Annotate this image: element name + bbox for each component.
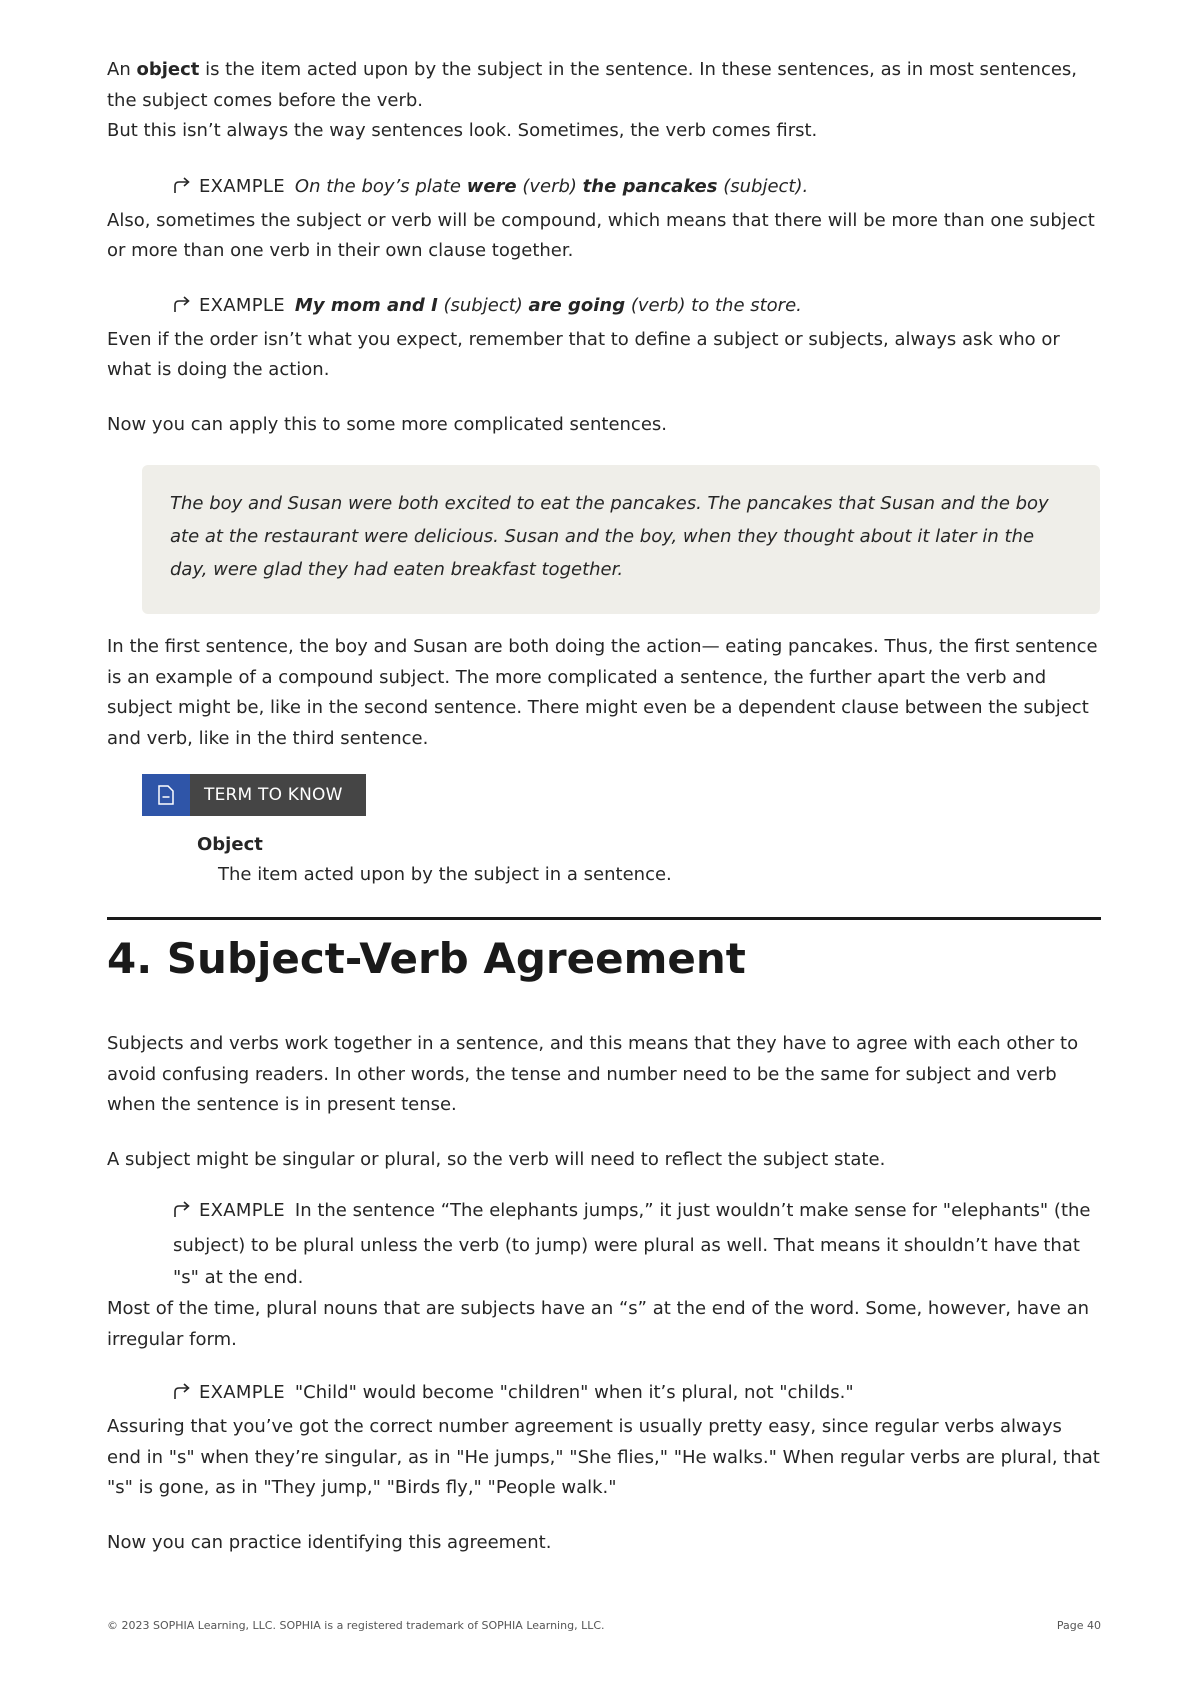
paragraph-number-agreement: Assuring that you’ve got the correct number agreement is usually pretty easy, since regular verbs always end in "s" when they’re singular, as in "He jumps," "She flies," "He walks." When regular verbs are plural, that "s" is gone, as in "They jump," "Birds fly," "People walk." (107, 1416, 1100, 1498)
page-number: Page 40 (1056, 1619, 1101, 1632)
arrow-icon (173, 293, 191, 325)
example-label: EXAMPLE (199, 1382, 285, 1403)
paragraph-explanation: In the first sentence, the boy and Susan are both doing the action— eating pancakes. Thus, the first sentence is an example of a compound subject. The more complicated a sentence, the further apart the verb and subject might be, like in the second sentence. There might even be a dependent clause between the subject and verb, like in the third sentence. (107, 636, 1098, 749)
paragraph-order: Even if the order isn’t what you expect, remember that to define a subject or subjects, always ask who or what is doing the action. (107, 328, 1060, 380)
term-name: Object (197, 834, 263, 855)
page-content (107, 55, 1101, 1558)
page-footer (107, 1619, 1101, 1632)
term-to-know-label: TERM TO KNOW (190, 774, 366, 816)
quote-box: The boy and Susan were both excited to eat the pancakes. The pancakes that Susan and the boy ate at the restaurant were delicious. Susan and the boy, when they thought about it later in the day, were glad they had eaten breakfast together. (142, 465, 1100, 614)
paragraph-practice: Now you can practice identifying this agreement. (107, 1531, 552, 1553)
example-label: EXAMPLE (199, 175, 285, 197)
section-divider (107, 917, 1101, 920)
paragraph-singular-plural: A subject might be singular or plural, so the verb will need to reflect the subject state. (107, 1148, 886, 1170)
arrow-icon (173, 1198, 191, 1230)
example-label: EXAMPLE (199, 294, 285, 316)
example-child: EXAMPLE "Child" would become "children" when it’s plural, not "childs." (173, 1377, 1101, 1412)
example-label: EXAMPLE (199, 1200, 285, 1221)
paragraph-plural-nouns: Most of the time, plural nouns that are subjects have an “s” at the end of the word. Some, however, have an irregular form. (107, 1298, 1090, 1350)
section-heading: 4. Subject-Verb Agreement (107, 934, 746, 983)
example-elephants: EXAMPLE In the sentence “The elephants jumps,” it just wouldn’t make sense for "elephants" (the subject) to be plural unless the verb (to jump) were plural as well. That means it shouldn’t have that "s" at the end. (173, 1200, 1091, 1288)
paragraph-object-definition: An object is the item acted upon by the subject in the sentence. In these sentences, as in most sentences, the subject comes before the verb. (107, 59, 1078, 111)
copyright-text: © 2023 SOPHIA Learning, LLC. SOPHIA is a registered trademark of SOPHIA Learning, LLC. (107, 1619, 605, 1632)
example-compound: EXAMPLE My mom and I (subject) are going (verb) to the store. (173, 290, 1101, 325)
document-icon (142, 774, 190, 816)
paragraph-verb-first: But this isn’t always the way sentences look. Sometimes, the verb comes first. (107, 120, 818, 141)
term-definition: The item acted upon by the subject in a sentence. (218, 864, 672, 885)
paragraph-compound: Also, sometimes the subject or verb will be compound, which means that there will be more than one subject or more than one verb in their own clause together. (107, 209, 1095, 261)
paragraph-agreement: Subjects and verbs work together in a sentence, and this means that they have to agree with each other to avoid confusing readers. In other words, the tense and number need to be the same for subject and verb when the sentence is in present tense. (107, 1033, 1079, 1115)
paragraph-apply: Now you can apply this to some more complicated sentences. (107, 413, 668, 435)
example-verb-first: EXAMPLE On the boy’s plate were (verb) the pancakes (subject). (173, 171, 1101, 206)
term-object: object (136, 59, 200, 80)
arrow-icon (173, 1380, 191, 1412)
term-to-know-badge (142, 774, 366, 816)
arrow-icon (173, 174, 191, 206)
